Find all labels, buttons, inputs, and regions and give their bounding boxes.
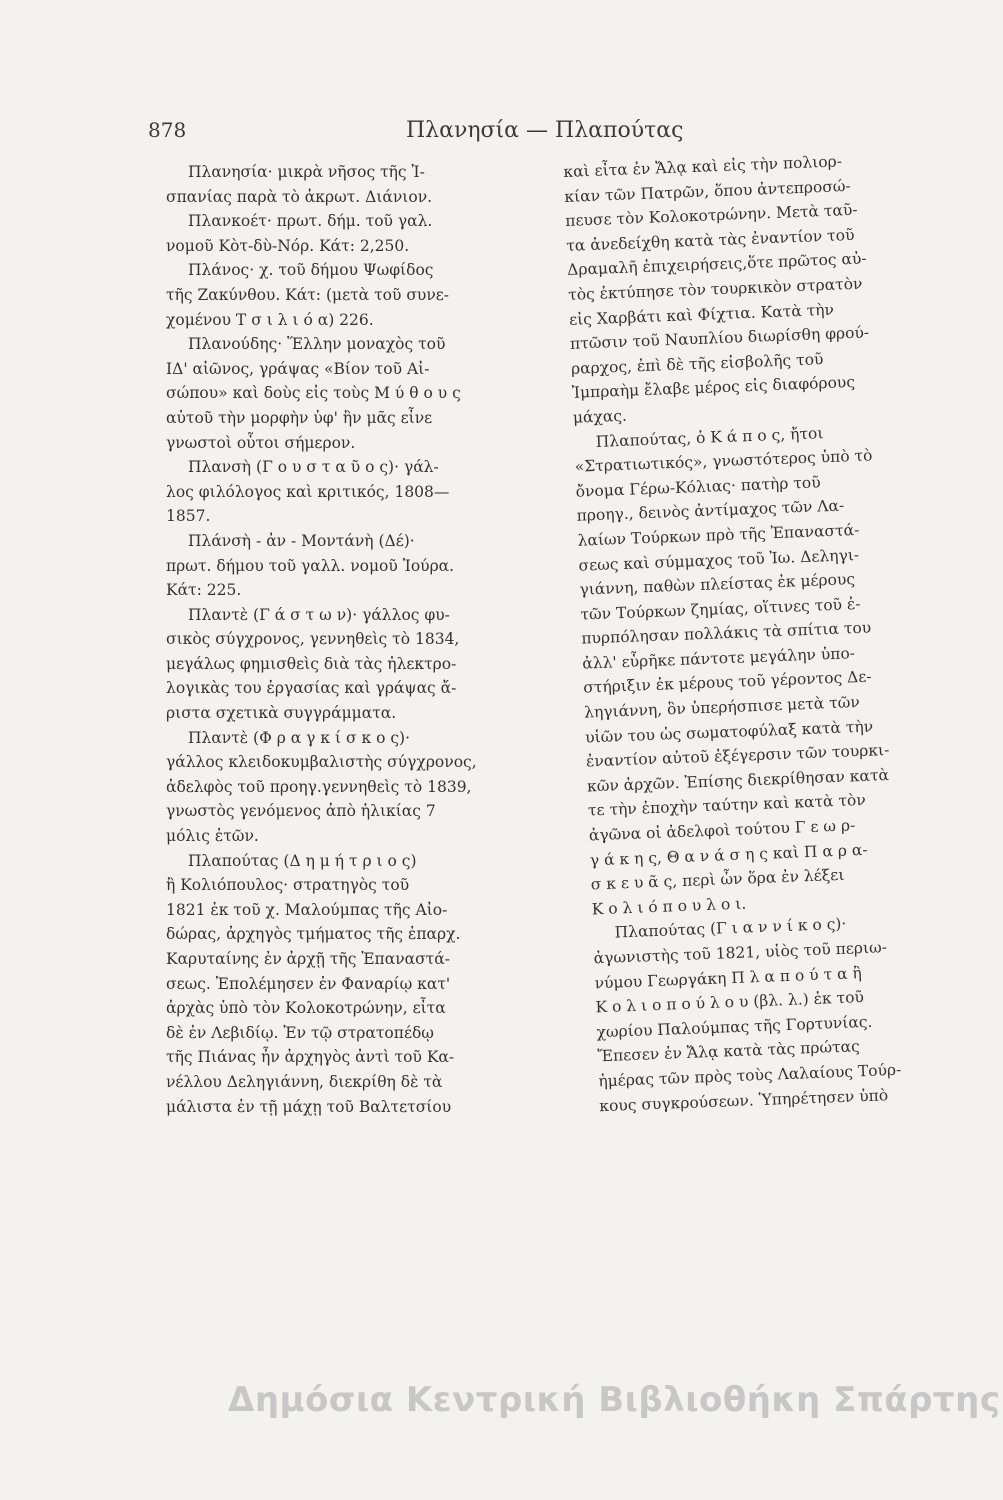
text-line: μάχας.	[572, 406, 628, 427]
text-line: ὄνομα Γέρω-Κόλιας· πατὴρ τοῦ	[575, 473, 821, 501]
text-line: νομοῦ Κὸτ-δὺ-Νόρ. Κάτ: 2,250.	[166, 236, 410, 255]
text-line: Πλαπούτας, ὁ Κ ά π ο ς, ἤτοι	[595, 423, 824, 451]
text-line: τῆς Ζακύνθου. Κάτ: (μετὰ τοῦ συνε-	[166, 285, 450, 304]
text-line: μεγάλως φημισθεὶς διὰ τὰς ἠλεκτρο-	[166, 654, 457, 673]
text-line: τῆς Πιάνας ἦν ἀρχηγὸς ἀντὶ τοῦ Κα-	[166, 1048, 455, 1067]
right-column	[563, 146, 972, 1119]
text-line: πυρπόλησαν πολλάκις τὰ σπίτια του	[581, 618, 872, 648]
text-line: χομένου Τ σ ι λ ι ό α) 226.	[166, 310, 374, 329]
text-line: Κ ο λ ι ό π ο υ λ ο ι.	[591, 894, 747, 919]
text-line: Πλαπούτας (Δ η μ ή τ ρ ι ο ς)	[188, 851, 417, 870]
text-line: αὐτοῦ τὴν μορφὴν ὑφ' ἣν μᾶς εἶνε	[166, 408, 433, 427]
page-header	[148, 118, 684, 148]
text-line: Πλαντὲ (Φ ρ α γ κ ί σ κ ο ς)·	[188, 728, 411, 747]
text-line: πτῶσιν τοῦ Ναυπλίου διωρίσθη φρού-	[569, 323, 870, 354]
text-line: κῶν ἀρχῶν. Ἐπίσης διεκρίθησαν κατὰ	[586, 765, 890, 796]
text-line: ραρχος, ἐπὶ δὲ τῆς εἰσβολῆς τοῦ	[570, 349, 824, 378]
text-line: Πλανησία· μικρὰ νῆσος τῆς Ἰ-	[188, 163, 425, 181]
text-line: Πλανσὴ (Γ ο υ σ τ α ῦ ο ς)· γάλ-	[188, 458, 439, 477]
text-line: λαίων Τούρκων πρὸ τῆς Ἐπαναστά-	[577, 520, 860, 550]
text-line: λογικὰς του ἐργασίας καὶ γράψας ἄ-	[166, 679, 457, 698]
text-line: εἰς Χαρβάτι καὶ Φίχτια. Κατὰ τὴν	[568, 300, 835, 329]
text-line: κους συγκρούσεων. Ὑπηρέτησεν ὑπὸ	[598, 1085, 889, 1115]
text-line: λος φιλόλογος καὶ κριτικός, 1808—	[166, 482, 450, 501]
text-line: Πλάνσὴ - ἀν - Μοντάνὴ (Δέ)·	[188, 531, 415, 550]
text-line: ΙΔ' αἰῶνος, γράψας «Βίον τοῦ Αἰ-	[166, 359, 430, 378]
text-line: 1857.	[166, 507, 211, 526]
text-line: ἀγωνιστὴς τοῦ 1821, υἱὸς τοῦ περιω-	[593, 938, 888, 968]
text-line: γάλλος κλειδοκυμβαλιστὴς σύγχρονος,	[166, 753, 477, 772]
text-line: Κάτ: 225.	[166, 581, 242, 600]
text-line: Ἰμπραὴμ ἔλαβε μέρος εἰς διαφόρους	[571, 373, 856, 403]
text-line: ληγιάννη, ὃν ὑπερήσπισε μετὰ τῶν	[583, 693, 861, 722]
text-line: Καρυταίνης ἐν ἀρχῇ τῆς Ἐπαναστά-	[166, 950, 450, 968]
left-column	[166, 160, 544, 1119]
text-line: σικὸς σύγχρονος, γεννηθεὶς τὸ 1834,	[166, 630, 460, 649]
text-line: ἀλλ' εὗρῆκε πάντοτε μεγάλην ὑπο-	[581, 644, 856, 673]
text-line: στήριξιν ἐκ μέρους τοῦ γέροντος Δε-	[582, 668, 872, 698]
text-line: τε τὴν ἐποχὴν ταύτην καὶ κατὰ τὸν	[587, 791, 867, 820]
text-line: γ ά κ η ς, Θ α ν ά σ η ς καὶ Π α ρ α-	[589, 840, 868, 870]
text-line: προηγ., δεινὸς ἀντίμαχος τῶν Λα-	[576, 496, 845, 526]
text-line: 1821 ἐκ τοῦ χ. Μαλούμπας τῆς Αἰο-	[166, 900, 448, 919]
text-line: Πλανκοέτ· πρωτ. δήμ. τοῦ γαλ.	[188, 212, 433, 231]
text-line: Πλάνος· χ. τοῦ δήμου Ψωφίδος	[188, 261, 434, 280]
text-line: μόλις ἐτῶν.	[166, 827, 259, 846]
text-line: Κ ο λ ι ο π ο ύ λ ο υ (βλ. λ.) ἐκ τοῦ	[595, 988, 865, 1017]
text-line: Πλαντὲ (Γ ά σ τ ω ν)· γάλλος φυ-	[188, 605, 450, 624]
text-line: Πλαπούτας (Γ ι α ν ν ί κ ο ς)·	[614, 915, 847, 942]
text-line: κίαν τῶν Πατρῶν, ὅπου ἀντεπροσώ-	[564, 176, 852, 206]
text-line: ἐναντίον αὐτοῦ ἐξέγερσιν τῶν τουρκι-	[585, 741, 890, 771]
text-line: ἡμέρας τῶν πρὸς τοὺς Λαλαίους Τούρ-	[598, 1060, 902, 1091]
text-line: μάλιστα ἐν τῇ μάχῃ τοῦ Βαλτετσίου	[166, 1097, 452, 1116]
text-line: γνωστὸς γενόμενος ἀπὸ ἡλικίας 7	[166, 802, 436, 821]
text-line: νέλλου Δεληγιάννη, διεκρίθη δὲ τὰ	[166, 1072, 443, 1091]
page-number: 878	[148, 118, 187, 142]
text-line: σ κ ε υ ᾶ ς, περὶ ὧν ὅρα ἐν λέξει	[590, 865, 845, 894]
text-line: καὶ εἶτα ἐν Ἄλᾳ καὶ εἰς τὴν πολιορ-	[563, 152, 843, 181]
text-line: γνωστοὶ οὗτοι σήμερον.	[166, 433, 356, 452]
text-line: υἱῶν του ὡς σωματοφύλαξ κατὰ τὴν	[584, 717, 874, 747]
text-line: τῶν Τούρκων ζημίας, οἵτινες τοῦ ἐ-	[580, 594, 861, 624]
text-line: «Στρατιωτικός», γνωστότερος ὑπὸ τὸ	[574, 446, 873, 476]
text-line: σεως καὶ σύμμαχος τοῦ Ἰω. Δεληγι-	[578, 545, 860, 575]
text-line: ἢ Κολιόπουλος· στρατηγὸς τοῦ	[166, 876, 410, 895]
text-line: Ἔπεσεν ἐν Ἄλᾳ κατὰ τὰς πρώτας	[597, 1037, 861, 1066]
text-line: ἀδελφὸς τοῦ προηγ.γεννηθεὶς τὸ 1839,	[166, 777, 472, 796]
text-line: ἀρχὰς ὑπὸ τὸν Κολοκοτρώνην, εἶτα	[166, 999, 446, 1018]
text-line: Δραμαλῆ ἐπιχειρήσεις,ὅτε πρῶτος αὐ-	[566, 249, 867, 280]
text-line: ριστα σχετικὰ συγγράμματα.	[166, 704, 397, 723]
text-line: σεως. Ἐπολέμησεν ἐν Φαναρίῳ κατ'	[166, 974, 451, 993]
text-line: γιάννη, παθὼν πλείστας ἐκ μέρους	[579, 570, 856, 599]
text-line: σώπου» καὶ δοὺς εἰς τοὺς Μ ύ θ ο υ ς	[166, 384, 461, 403]
text-line: τα ἀνεδείχθη κατὰ τὰς ἐναντίον τοῦ	[565, 225, 855, 255]
text-line: νύμου Γεωργάκη Π λ α π ο ύ τ α ἢ	[594, 963, 863, 992]
text-line: πρωτ. δήμου τοῦ γαλλ. νομοῦ Ἰούρα.	[166, 556, 455, 575]
library-watermark: Δημόσια Κεντρική Βιβλιοθήκη Σπάρτης	[228, 1380, 1001, 1420]
text-line: δώρας, ἀρχηγὸς τμήματος τῆς ἐπαρχ.	[166, 925, 461, 944]
text-line: Πλανούδης· Ἕλλην μοναχὸς τοῦ	[188, 335, 446, 354]
text-line: δὲ ἐν Λεβιδίῳ. Ἐν τῷ στρατοπέδῳ	[166, 1023, 434, 1042]
text-line: τὸς ἐκτύπησε τὸν τουρκικὸν στρατὸν	[567, 274, 863, 304]
text-line: πευσε τὸν Κολοκοτρώνην. Μετὰ ταῦ-	[565, 200, 858, 231]
text-line: σπανίας παρὰ τὸ ἀκρωτ. Διάνιον.	[166, 187, 433, 206]
text-line: χωρίου Παλούμπας τῆς Γορτυνίας.	[596, 1012, 873, 1042]
text-line: ἀγῶνα οἱ ἀδελφοὶ τούτου Γ ε ω ρ-	[588, 816, 856, 845]
running-head: Πλανησία — Πλαπούτας	[406, 118, 684, 143]
